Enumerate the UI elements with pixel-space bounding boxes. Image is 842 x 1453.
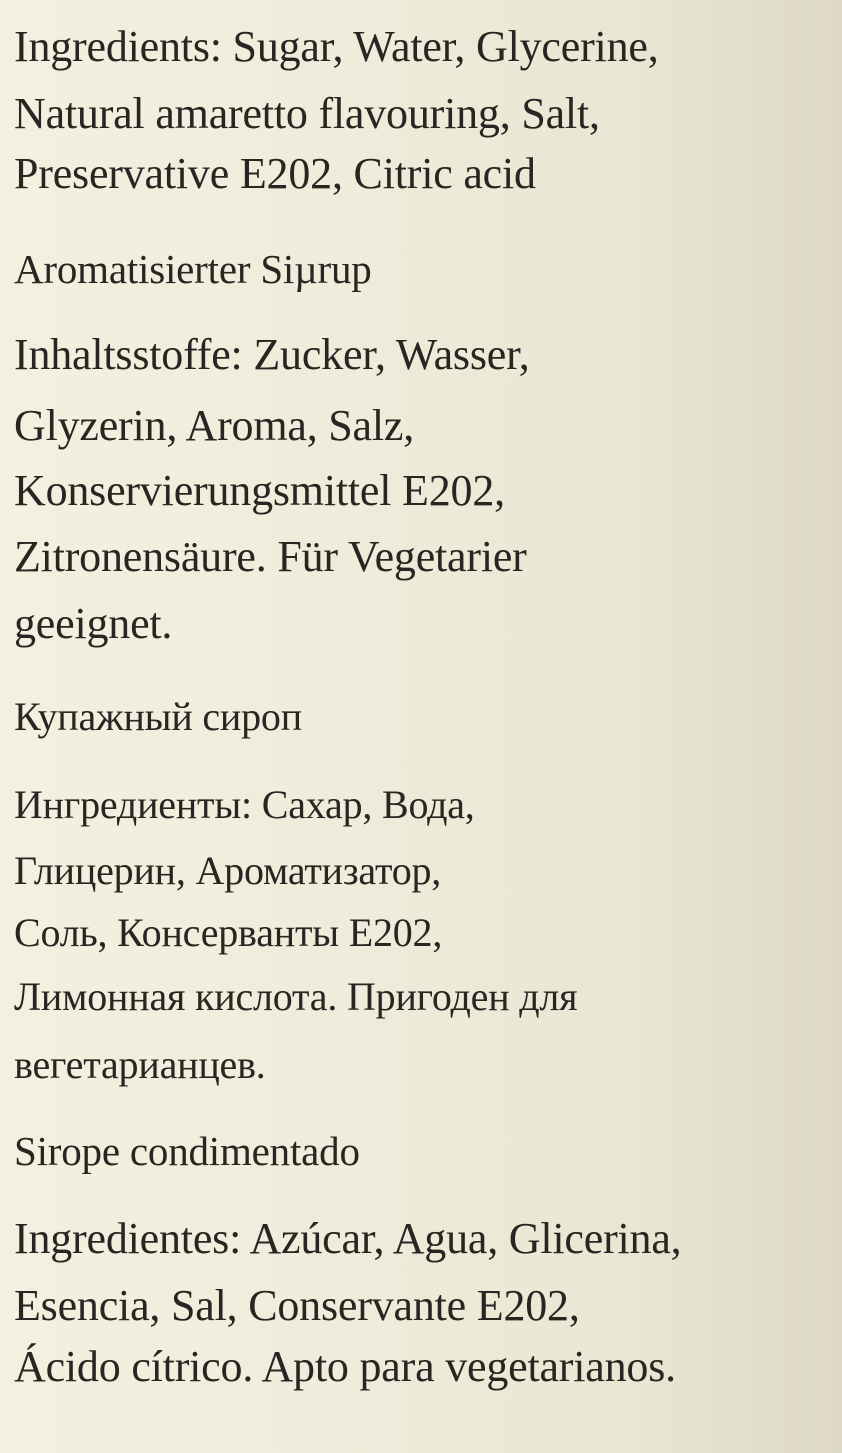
german-heading: Aromatisierter Siµrup xyxy=(14,246,372,292)
spanish-ingredients-line-1: Ingredientes: Azúcar, Agua, Glicerina, xyxy=(14,1214,682,1263)
russian-ingredients-line-5: вегетарианцев. xyxy=(14,1042,266,1087)
spanish-heading: Sirope condimentado xyxy=(14,1128,360,1174)
spanish-ingredients-line-3: Ácido cítrico. Apto para vegetarianos. xyxy=(14,1342,676,1391)
german-ingredients-line-3: Konservierungsmittel E202, xyxy=(14,466,505,515)
spanish-ingredients-line-2: Esencia, Sal, Conservante E202, xyxy=(14,1281,580,1330)
english-ingredients-line-3: Preservative E202, Citric acid xyxy=(14,149,536,198)
english-ingredients-line-2: Natural amaretto flavouring, Salt, xyxy=(14,89,600,138)
russian-ingredients-line-1: Ингредиенты: Сахар, Вода, xyxy=(14,782,475,827)
russian-ingredients-line-3: Соль, Консерванты E202, xyxy=(14,910,443,955)
russian-heading: Купажный сироп xyxy=(14,694,302,739)
russian-ingredients-line-4: Лимонная кислота. Пригоден для xyxy=(14,974,578,1019)
german-ingredients-line-4: Zitronensäure. Für Vegetarier xyxy=(14,532,527,581)
russian-ingredients-line-2: Глицерин, Ароматизатор, xyxy=(14,848,442,893)
english-ingredients-line-1: Ingredients: Sugar, Water, Glycerine, xyxy=(14,22,659,71)
german-ingredients-line-1: Inhaltsstoffe: Zucker, Wasser, xyxy=(14,330,530,379)
german-ingredients-line-5: geeignet. xyxy=(14,599,173,648)
german-ingredients-line-2: Glyzerin, Aroma, Salz, xyxy=(14,401,415,450)
